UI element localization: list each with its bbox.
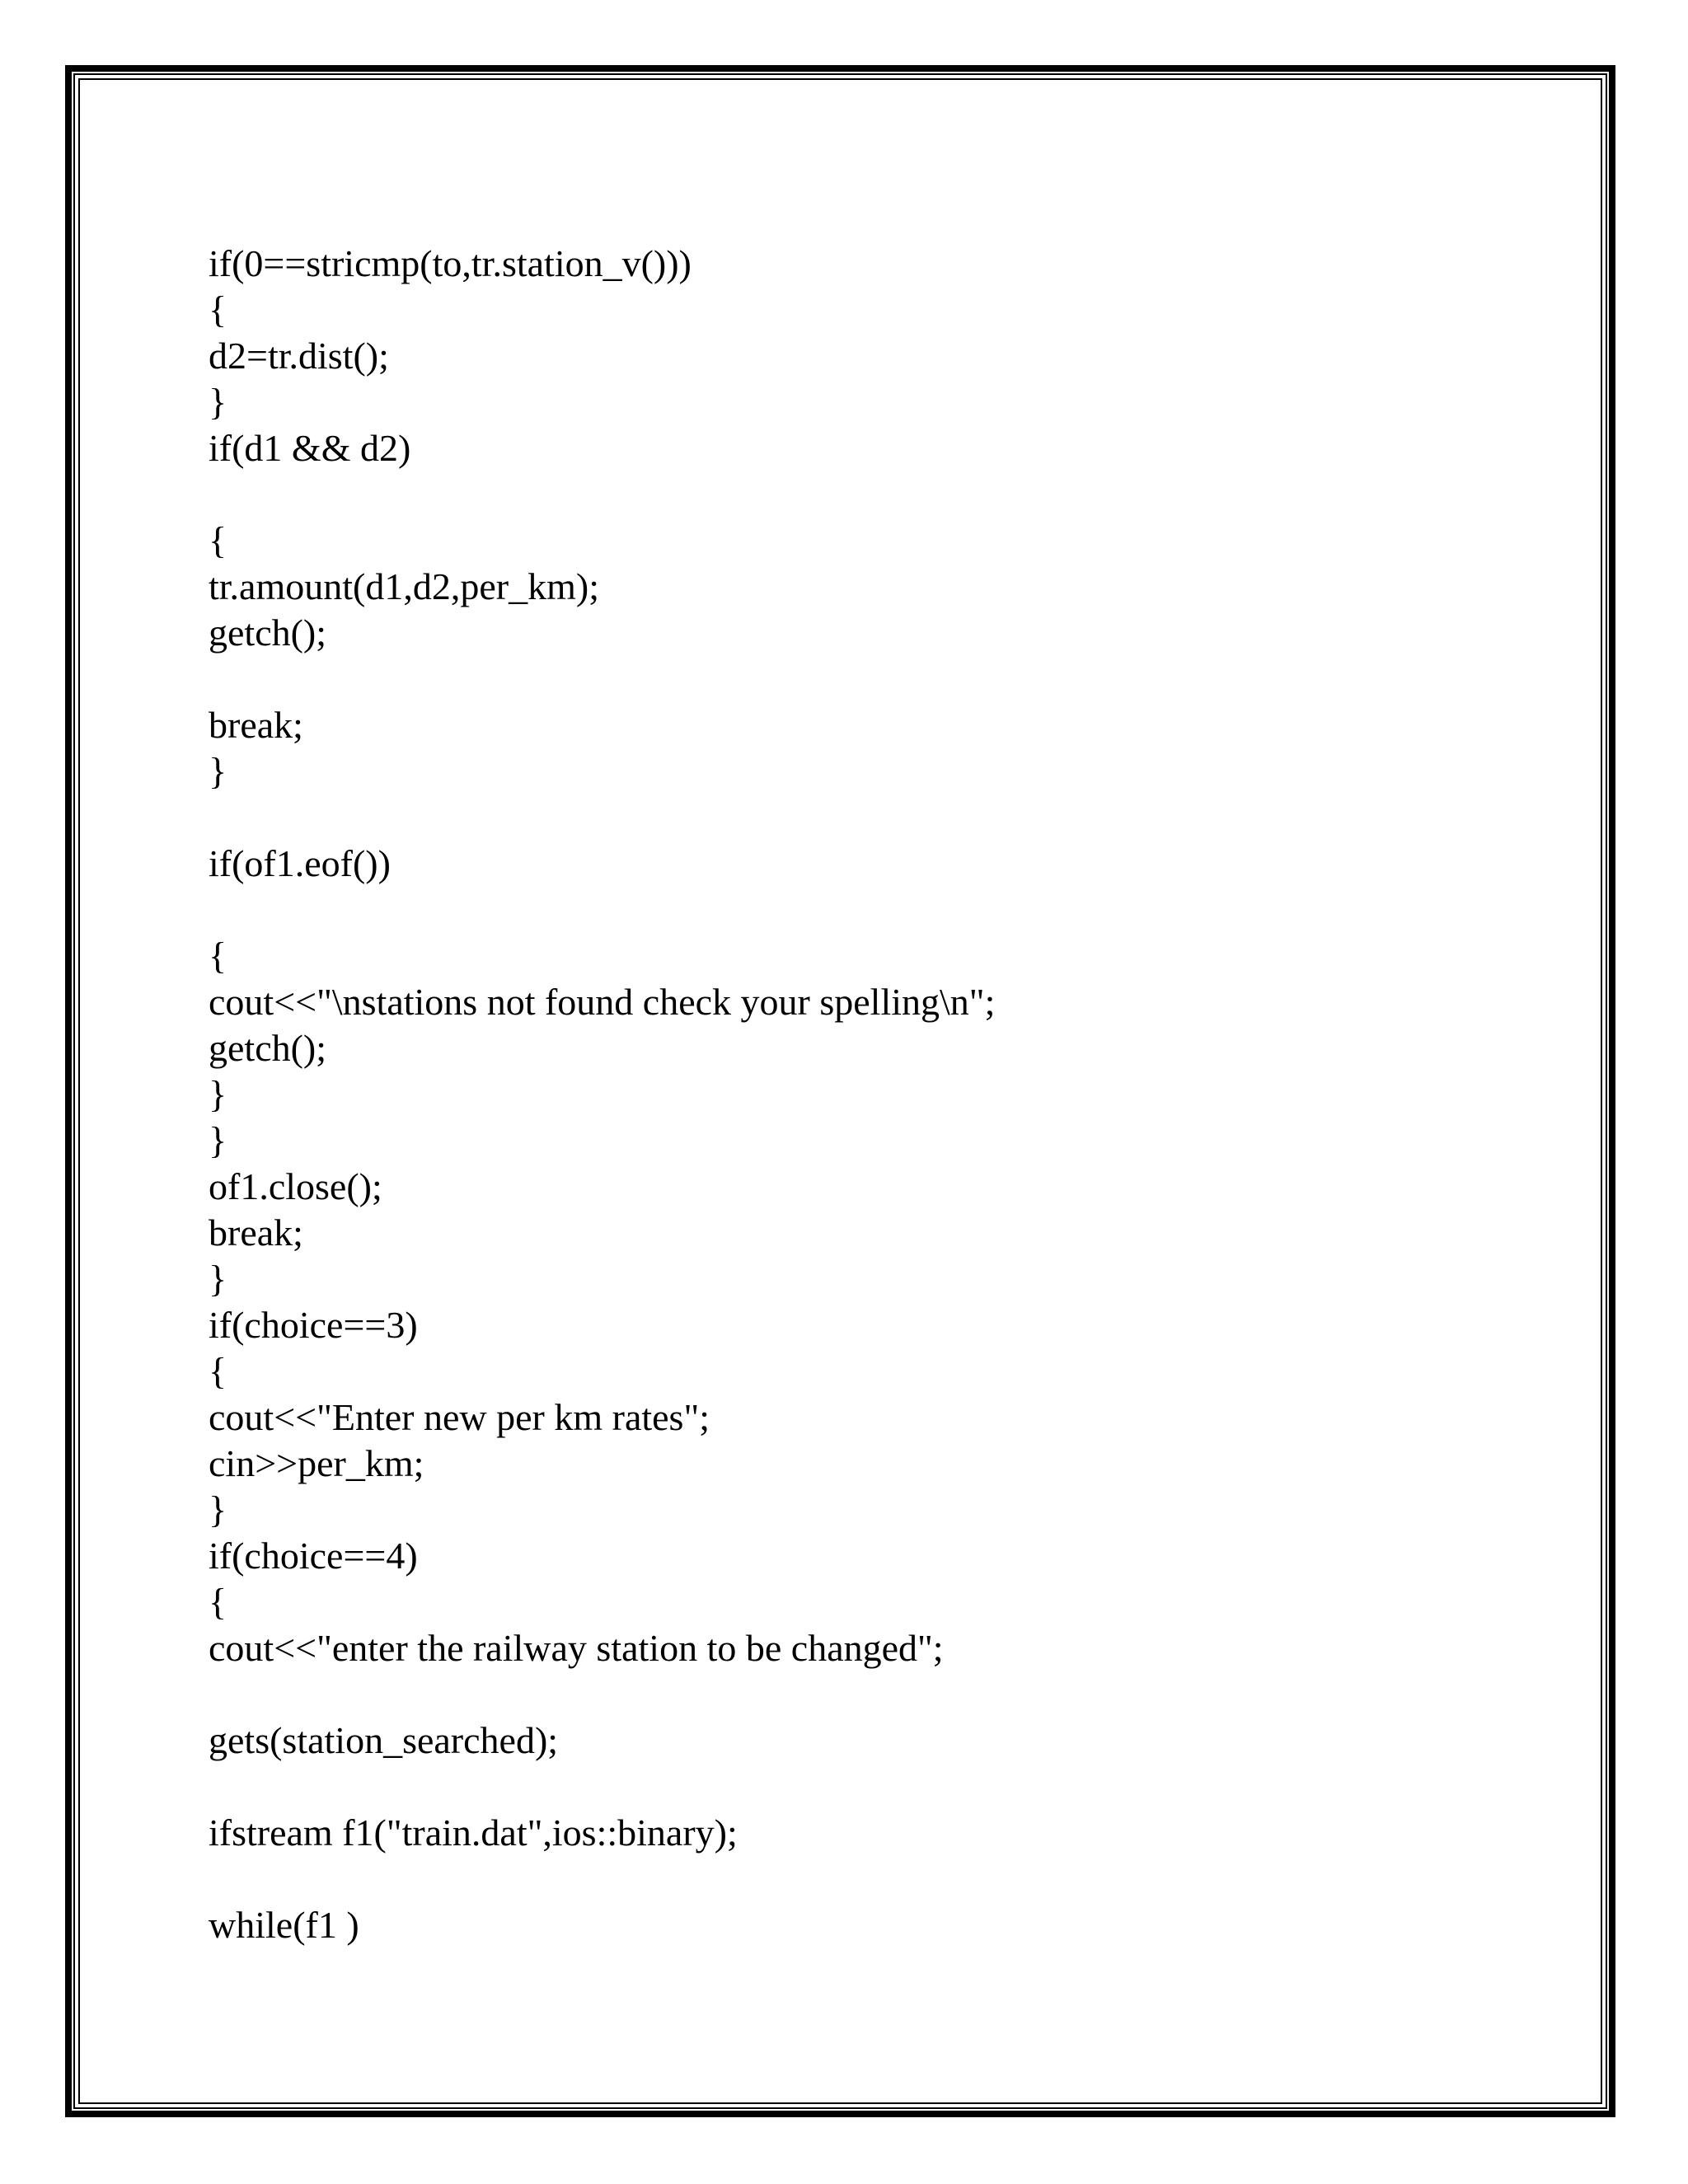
code-line: if(d1 && d2) xyxy=(209,427,411,469)
code-line: break; xyxy=(209,704,303,746)
code-line: if(choice==4) xyxy=(209,1535,418,1577)
code-line: { xyxy=(209,1581,227,1623)
code-line: getch(); xyxy=(209,612,327,654)
code-line: } xyxy=(209,1119,227,1161)
code-line: getch(); xyxy=(209,1027,327,1069)
code-line: { xyxy=(209,935,227,977)
code-line: } xyxy=(209,1258,227,1300)
code-line: cin>>per_km; xyxy=(209,1442,424,1484)
code-line: } xyxy=(209,381,227,423)
code-line: ifstream f1("train.dat",ios::binary); xyxy=(209,1811,738,1854)
code-line: break; xyxy=(209,1212,303,1254)
code-line: cout<<"Enter new per km rates"; xyxy=(209,1396,710,1438)
code-line: cout<<"\nstations not found check your spelling\n"; xyxy=(209,981,996,1023)
code-line: of1.close(); xyxy=(209,1165,382,1207)
code-line: { xyxy=(209,288,227,330)
code-line: d2=tr.dist(); xyxy=(209,335,389,377)
code-line: } xyxy=(209,1073,227,1115)
code-line: { xyxy=(209,519,227,561)
code-line: { xyxy=(209,1350,227,1392)
code-line: } xyxy=(209,750,227,792)
code-line: if(0==stricmp(to,tr.station_v())) xyxy=(209,242,692,284)
code-line: if(of1.eof()) xyxy=(209,842,391,884)
code-line: tr.amount(d1,d2,per_km); xyxy=(209,565,599,607)
page-border-inner xyxy=(78,78,1602,2104)
code-line: gets(station_searched); xyxy=(209,1719,559,1761)
code-line: } xyxy=(209,1488,227,1530)
code-line: while(f1 ) xyxy=(209,1904,359,1946)
code-line: cout<<"enter the railway station to be changed"; xyxy=(209,1627,944,1669)
code-line: if(choice==3) xyxy=(209,1304,418,1346)
